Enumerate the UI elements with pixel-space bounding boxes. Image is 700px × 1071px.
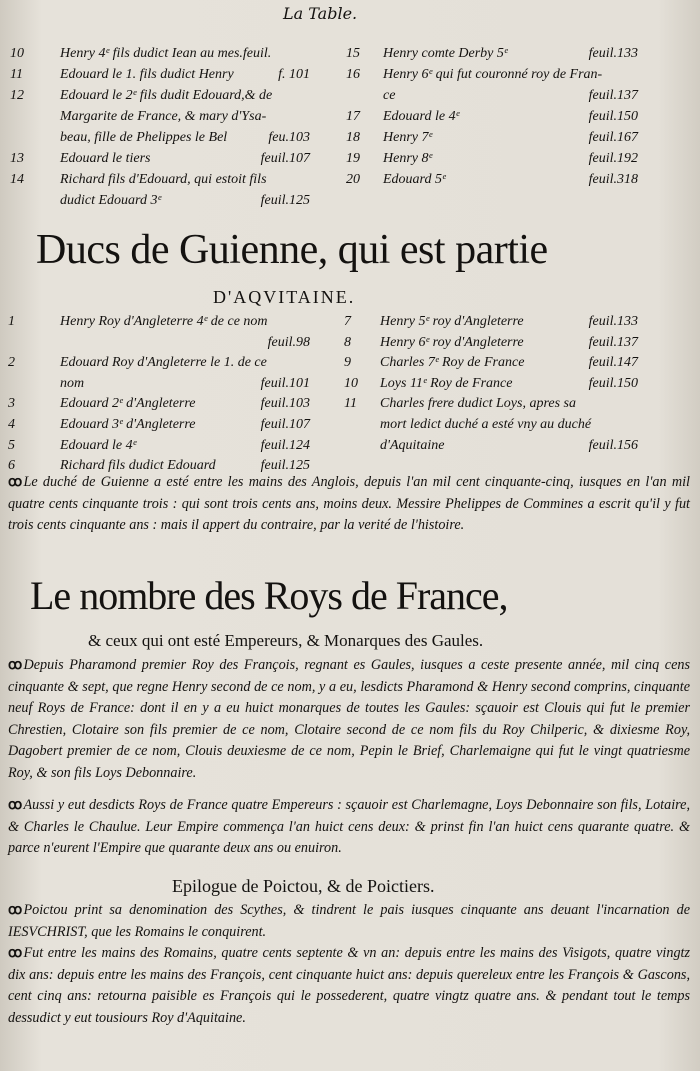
guienne-left-entry: Edouard 2ᵉ d'Angleterre	[60, 396, 196, 412]
top-right-number: 18	[346, 130, 360, 145]
top-left-folio: feuil.125	[260, 193, 310, 208]
top-right-entry: ce	[383, 88, 396, 103]
guienne-right-number: 8	[344, 334, 351, 350]
guienne-left-folio: feuil.125	[260, 458, 310, 474]
top-left-entry: Edouard le tiers	[60, 151, 151, 166]
top-left-number: 10	[10, 46, 24, 61]
top-left-entry: Margarite de France, & mary d'Ysa-	[60, 109, 267, 124]
guienne-subtitle: D'AQVITAINE.	[213, 287, 356, 307]
guienne-left-folio: feuil.101	[260, 375, 310, 391]
top-left-folio: f. 101	[278, 67, 310, 82]
paragraph-mark-icon: ꝏ	[8, 902, 21, 918]
guienne-right-folio: feuil.137	[588, 334, 638, 350]
top-right-entry: Henry 7ᵉ	[383, 130, 433, 145]
top-left-row	[10, 130, 310, 151]
guienne-left-row	[8, 417, 310, 438]
guienne-right-folio: feuil.133	[588, 314, 638, 329]
top-right-number: 17	[346, 109, 360, 124]
guienne-left-entry: nom	[60, 375, 85, 391]
poictou-paragraph-2-text: Fut entre les mains des Romains, quatre cents septente & vn an: depuis entre les mains des Visigots, quatre vingtz dix ans: depuis entre les mains des François, cent cinquante huict ans: depuis quereleux entre les François & Gascons, cent cinq ans: retourna paisible es François qui le possederent, quatre vingtz quatre ans. & pendant tout le temps dessudict y eut tousiours Roy d'Aquitaine.	[8, 945, 690, 1026]
top-left-number: 12	[10, 88, 24, 103]
rois-subtitle: & ceux qui ont esté Empereurs, & Monarques des Gaules.	[88, 631, 484, 650]
guienne-left-number: 3	[8, 396, 15, 412]
top-right-entry: Henry comte Derby 5ᵉ	[383, 46, 508, 61]
top-right-number: 20	[346, 172, 360, 187]
guienne-right-number: 10	[344, 375, 358, 391]
top-left-row	[10, 193, 310, 214]
paragraph-mark-icon: ꝏ	[8, 797, 21, 813]
top-left-entry: Henry 4ᵉ fils dudict Iean au mes.feuil.	[60, 46, 272, 61]
guienne-left-entry: Edouard 3ᵉ d'Angleterre	[60, 417, 196, 432]
guienne-left-number: 5	[8, 437, 15, 453]
guienne-right-row	[344, 438, 638, 459]
top-right-entry: Edouard 5ᵉ	[383, 172, 446, 187]
top-right-folio: feuil.167	[588, 130, 638, 145]
rois-paragraph-2	[8, 795, 690, 860]
paragraph-mark-icon: ꝏ	[8, 657, 21, 673]
top-left-number: 11	[10, 67, 23, 82]
top-left-entry: beau, fille de Phelippes le Bel	[60, 130, 228, 145]
top-left-number: 13	[10, 151, 24, 166]
poictou-paragraph-1	[8, 900, 690, 943]
top-right-folio: feuil.133	[588, 46, 638, 61]
top-left-entry: Edouard le 2ᵉ fils dudit Edouard,& de	[60, 88, 273, 103]
guienne-left-entry: Richard fils dudict Edouard	[60, 458, 216, 474]
guienne-right-row	[344, 335, 638, 356]
rois-title: Le nombre des Roys de France,	[30, 573, 508, 618]
top-right-row	[346, 88, 638, 109]
guienne-left-row	[8, 314, 310, 335]
guienne-left-folio: feuil.107	[260, 417, 310, 432]
top-right-folio: feuil.137	[588, 88, 638, 103]
rois-paragraph-1	[8, 655, 690, 785]
top-left-entry: Richard fils d'Edouard, qui estoit fils	[60, 172, 267, 187]
guienne-left-row	[8, 396, 310, 417]
guienne-right-folio: feuil.147	[588, 355, 638, 371]
top-right-entry: Henry 8ᵉ	[383, 151, 433, 166]
guienne-right-row	[344, 376, 638, 397]
guienne-right-row	[344, 355, 638, 376]
top-right-row	[346, 109, 638, 130]
guienne-right-folio: feuil.156	[588, 437, 638, 453]
guienne-left-folio: feuil.103	[260, 396, 310, 412]
top-left-entry: Edouard le 1. fils dudict Henry	[60, 67, 234, 82]
guienne-right-number: 9	[344, 355, 351, 371]
guienne-left-number: 4	[8, 417, 15, 432]
guienne-left-folio: feuil.124	[260, 437, 310, 453]
guienne-right-folio: feuil.150	[588, 375, 638, 391]
top-right-number: 16	[346, 67, 360, 82]
top-right-folio: feuil.192	[588, 151, 638, 166]
guienne-left-row	[8, 438, 310, 459]
guienne-title: Ducs de Guienne, qui est partie	[36, 227, 548, 273]
top-right-entry: Edouard le 4ᵉ	[383, 109, 460, 124]
top-left-row	[10, 67, 310, 88]
guienne-right-entry: Charles 7ᵉ Roy de France	[380, 355, 525, 371]
paragraph-mark-icon: ꝏ	[8, 474, 21, 490]
top-right-number: 15	[346, 46, 360, 61]
guienne-left-number: 2	[8, 355, 15, 371]
top-right-number: 19	[346, 151, 360, 166]
top-right-entry: Henry 6ᵉ qui fut couronné roy de Fran-	[383, 67, 603, 82]
poictou-paragraph-2	[8, 943, 690, 1029]
top-left-row	[10, 109, 310, 130]
guienne-left-number: 1	[8, 314, 15, 329]
guienne-right-entry: Henry 5ᵉ roy d'Angleterre	[380, 314, 524, 329]
top-right-folio: feuil.318	[588, 172, 638, 187]
top-right-row	[346, 67, 638, 88]
guienne-left-row	[8, 335, 310, 356]
guienne-left-number: 6	[8, 458, 15, 474]
guienne-note-text: Le duché de Guienne a esté entre les mains des Anglois, depuis l'an mil cent cinquante-cinq, iusques en l'an mil quatre cents cinquante trois : qui sont trois cents ans, moins deux. Messire Phelippes de Commines a escrit qu'il y fut trois cents cinquante ans : mais il appert du contraire, par la verité de l'histoire.	[8, 474, 690, 534]
guienne-right-entry: Charles frere dudict Loys, apres sa	[380, 396, 576, 412]
guienne-right-number: 7	[344, 314, 351, 329]
guienne-left-folio: feuil.98	[267, 334, 310, 350]
top-left-row	[10, 88, 310, 109]
top-left-folio: feuil.107	[260, 151, 310, 166]
guienne-note	[8, 472, 690, 537]
top-right-row	[346, 130, 638, 151]
guienne-right-row	[344, 396, 638, 417]
top-left-folio: feu.103	[268, 130, 310, 145]
guienne-right-entry: d'Aquitaine	[380, 437, 445, 453]
top-right-row	[346, 46, 638, 67]
guienne-right-row	[344, 417, 638, 438]
top-left-entry: dudict Edouard 3ᵉ	[60, 193, 162, 208]
top-left-number: 14	[10, 172, 24, 187]
top-right-row	[346, 172, 638, 193]
guienne-right-entry: Henry 6ᵉ roy d'Angleterre	[380, 334, 524, 350]
guienne-right-row	[344, 314, 638, 335]
guienne-right-entry: Loys 11ᵉ Roy de France	[380, 375, 513, 391]
guienne-right-number: 11	[344, 396, 357, 412]
top-left-row	[10, 172, 310, 193]
guienne-left-row	[8, 376, 310, 397]
paragraph-mark-icon: ꝏ	[8, 945, 21, 961]
guienne-right-entry: mort ledict duché a esté vny au duché	[380, 417, 592, 432]
poictou-paragraph-1-text: Poictou print sa denomination des Scythes, & tindrent le pais iusques cinquante ans deuant l'incarnation de IESVCHRIST, que les Romains le conquirent.	[8, 902, 690, 940]
top-left-row	[10, 151, 310, 172]
poictou-title: Epilogue de Poictou, & de Poictiers.	[172, 876, 435, 896]
guienne-left-entry: Edouard le 4ᵉ	[60, 437, 137, 453]
top-right-folio: feuil.150	[588, 109, 638, 124]
guienne-left-entry: Henry Roy d'Angleterre 4ᵉ de ce nom	[60, 314, 268, 329]
rois-paragraph-1-text: Depuis Pharamond premier Roy des François, regnant es Gaules, iusques a ceste presente année, mil cinq cens cinquante & sept, que regne Henry second de ce nom, y a eu, lesdicts Pharamond & Henry second comprins, cinquante neuf Roys de France: dont il en y a eu huict monarques de toutes les Gaules: sçauoir est Clouis qui fut le premier Chrestien, Clotaire son fils premier de ce nom, Clotaire second de ce nom fils du Roy Chilperic, & dixiesme Roy, Dagobert premier de ce nom, Clouis deuxiesme de ce nom, Pepin le Brief, Charlemaigne qui fut le vingt quatriesme Roy, & son fils Loys Debonnaire.	[8, 657, 690, 781]
top-right-row	[346, 151, 638, 172]
rois-paragraph-2-text: Aussi y eut desdicts Roys de France quatre Empereurs : sçauoir est Charlemagne, Loys Debonnaire son fils, Lotaire, & Charles le Chaulue. Leur Empire commença l'an huict cens deux: & prinst fin l'an huict cens quarante quatre. & parce n'eurent l'Empire que quarante deux ans ou enuiron.	[8, 797, 690, 857]
top-left-row	[10, 46, 310, 67]
guienne-left-row	[8, 355, 310, 376]
running-head: La Table.	[283, 4, 358, 23]
guienne-left-entry: Edouard Roy d'Angleterre le 1. de ce	[60, 355, 267, 371]
